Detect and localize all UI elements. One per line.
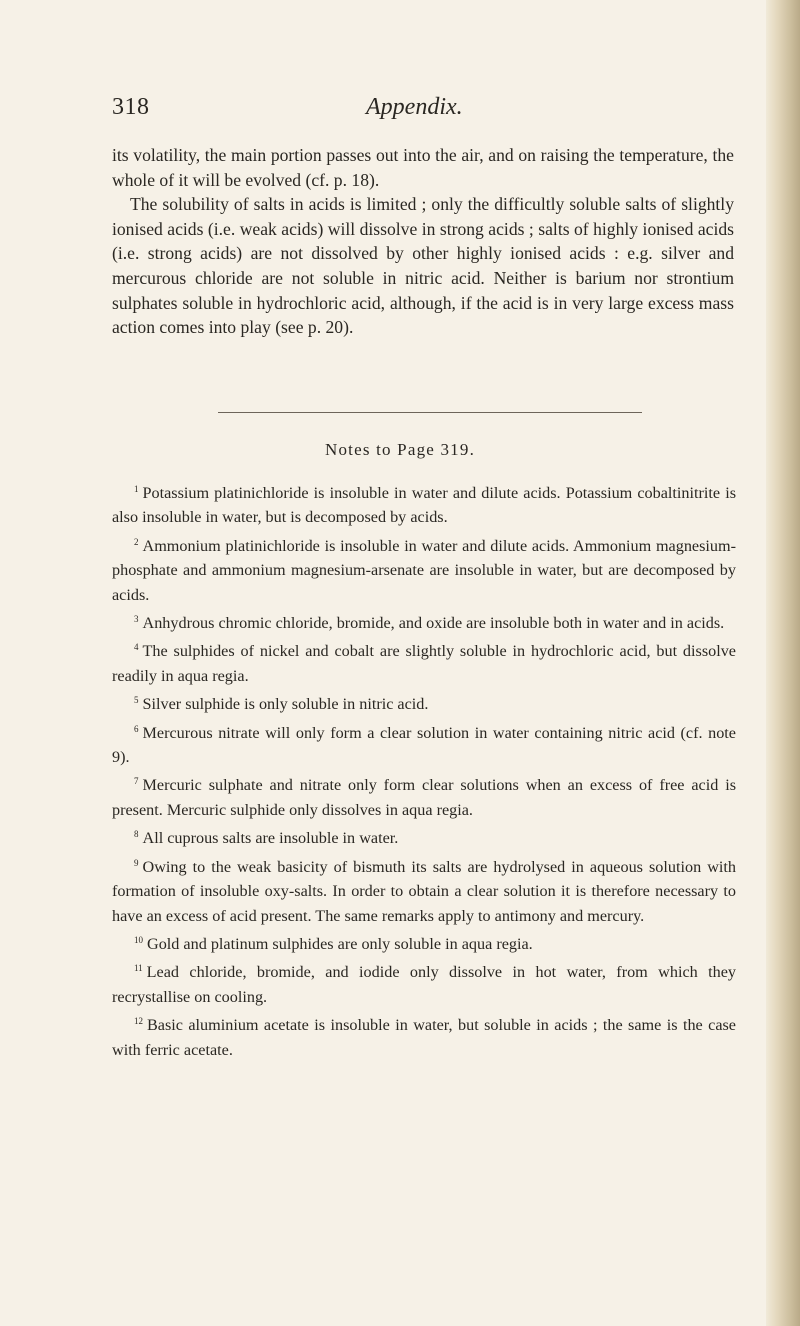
note-item: [112, 717, 736, 770]
note-text: Basic aluminium acetate is insoluble in water, but soluble in acids ; the same is the case with ferric acetate.: [112, 1016, 736, 1059]
note-text: The sulphides of nickel and cobalt are slightly soluble in hydrochloric acid, but dissolve readily in aqua regia.: [112, 642, 736, 685]
notes-heading: Notes to Page 319.: [324, 440, 476, 459]
note-number: 3: [134, 614, 139, 625]
running-title: Appendix.: [366, 94, 463, 120]
note-text: Potassium platinichloride is insoluble in water and dilute acids. Potassium cobaltinitrite is also insoluble in water, but is decomposed by acids.: [112, 484, 736, 527]
note-number: 1: [134, 484, 139, 494]
page-number: 318: [112, 94, 150, 120]
note-number: 4: [134, 642, 139, 653]
note-number: 8: [134, 829, 139, 840]
note-text: Owing to the weak basicity of bismuth its salts are hydrolysed in aqueous solution with formation of insoluble oxy-salts. In order to obtain a clear solution it is therefore necessary to have an excess of acid present. The same remarks apply to antimony and mercury.: [112, 857, 736, 925]
note-number: 6: [134, 723, 139, 734]
note-text: Anhydrous chromic chloride, bromide, and oxide are insoluble both in water and in acids.: [142, 614, 725, 633]
paragraph: The solubility of salts in acids is limited ; only the difficultly soluble salts of slightly ionised acids (i.e. weak acids) will dissolve in strong acids ; salts of highly ionised acids (i.e. strong acids) are not dissolved by other highly ionised acids : e.g. silver and mercurous chloride are not soluble in nitric acid. Neither is barium nor strontium sulphates soluble in hydrochloric acid, although, if the acid is in very large excess mass action comes into play (see p. 20).: [112, 194, 734, 338]
note-item: [112, 688, 736, 716]
note-number: 12: [134, 1016, 143, 1027]
page-header: [110, 94, 730, 128]
note-item: [112, 928, 736, 956]
body-text: [112, 143, 734, 340]
note-text: Mercuric sulphate and nitrate only form clear solutions when an excess of free acid is present. Mercuric sulphide only dissolves in aqua regia.: [112, 776, 736, 819]
page-edge-shadow: [766, 0, 800, 1326]
note-item: [112, 477, 736, 530]
note-item: [112, 530, 736, 607]
note-number: 9: [134, 857, 139, 868]
note-item: [112, 822, 736, 850]
note-number: 7: [134, 776, 139, 787]
section-divider: [218, 412, 642, 413]
note-number: 5: [134, 695, 139, 706]
note-text: Lead chloride, bromide, and iodide only dissolve in hot water, from which they recrystallise on cooling.: [112, 963, 736, 1006]
note-item: [112, 956, 736, 1009]
note-text: Mercurous nitrate will only form a clear solution in water containing nitric acid (cf. note 9).: [112, 723, 736, 767]
note-item: [112, 635, 736, 688]
paragraph: its volatility, the main portion passes out into the air, and on raising the temperature, the whole of it will be evolved (cf. p. 18).: [112, 145, 734, 190]
note-text: Gold and platinum sulphides are only soluble in aqua regia.: [147, 934, 533, 953]
note-text: Ammonium platinichloride is insoluble in water and dilute acids. Ammonium magnesium-phosphate and ammonium magnesium-arsenate are insoluble in water, but are decomposed by acids.: [112, 536, 736, 604]
note-item: [112, 607, 736, 635]
note-text: All cuprous salts are insoluble in water.: [142, 829, 399, 848]
note-item: [112, 1009, 736, 1062]
note-text: Silver sulphide is only soluble in nitric acid.: [142, 695, 429, 714]
note-item: [112, 851, 736, 928]
note-number: 2: [134, 536, 139, 547]
note-number: 10: [134, 934, 143, 945]
note-number: 11: [134, 963, 143, 974]
notes-list: [112, 477, 736, 1062]
note-item: [112, 769, 736, 822]
